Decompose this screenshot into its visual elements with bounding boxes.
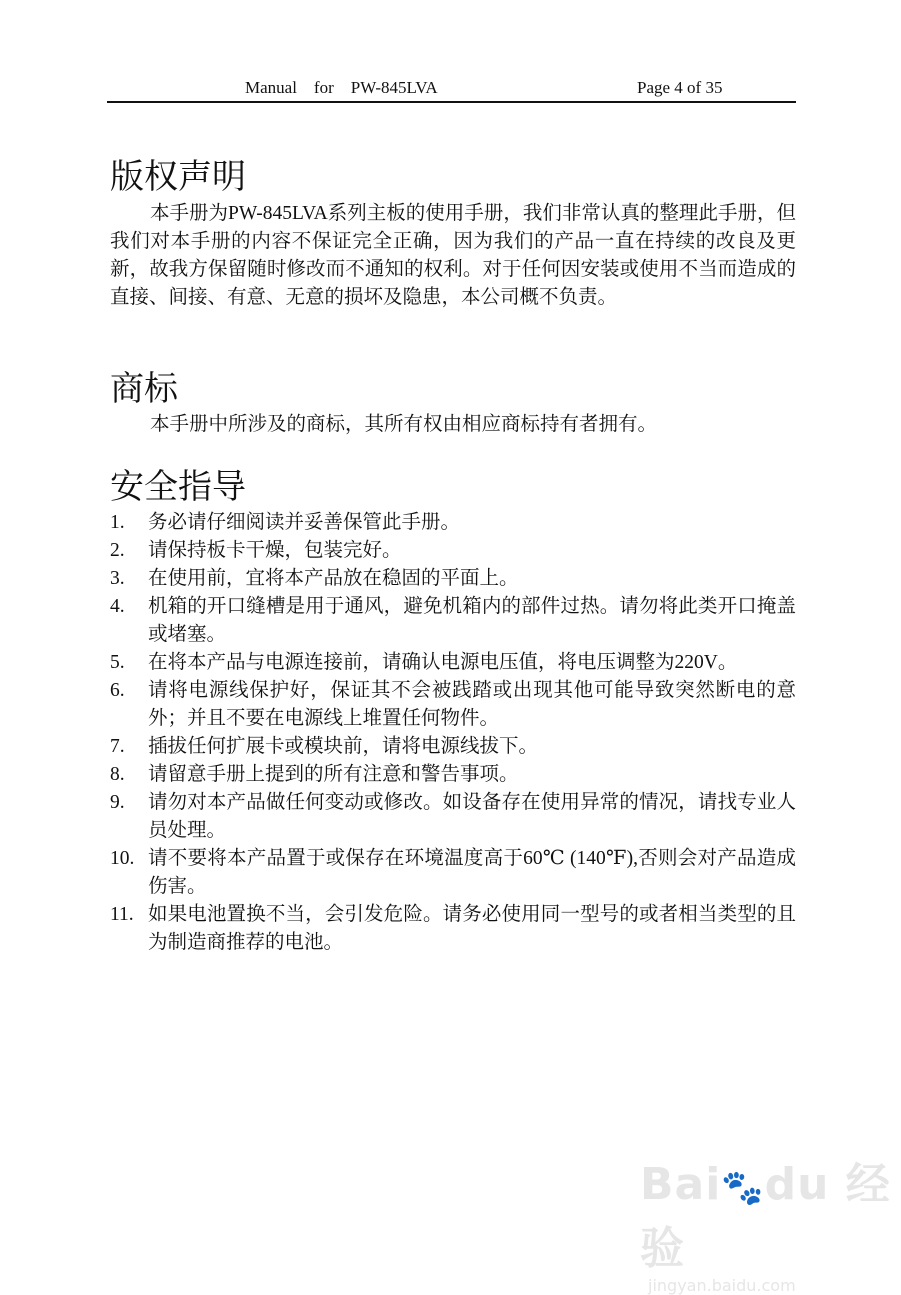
list-item xyxy=(110,509,796,537)
item-number: 7. xyxy=(110,736,125,757)
item-number: 3. xyxy=(110,568,125,589)
item-number: 11. xyxy=(110,904,134,925)
baidu-logo: Bai🐾du 经验 xyxy=(640,1159,891,1274)
list-item xyxy=(110,789,796,845)
item-number: 8. xyxy=(110,764,125,785)
item-text: 请不要将本产品置于或保存在环境温度高于60℃ (140℉),否则会对产品造成伤害。 xyxy=(148,848,796,897)
list-item xyxy=(110,901,796,957)
item-text: 请将电源线保护好，保证其不会被践踏或出现其他可能导致突然断电的意外；并且不要在电源线上堆置任何物件。 xyxy=(148,680,796,729)
item-number: 4. xyxy=(110,596,125,617)
list-item xyxy=(110,761,796,789)
list-item xyxy=(110,677,796,733)
item-number: 10. xyxy=(110,848,135,869)
item-number: 2. xyxy=(110,540,125,561)
item-text: 在将本产品与电源连接前，请确认电源电压值，将电压调整为220V。 xyxy=(148,652,738,673)
safety-list xyxy=(110,509,796,957)
item-text: 如果电池置换不当，会引发危险。请务必使用同一型号的或者相当类型的且为制造商推荐的电池。 xyxy=(148,904,796,953)
list-item xyxy=(110,565,796,593)
list-item xyxy=(110,845,796,901)
header-title: Manual for PW-845LVA xyxy=(245,78,438,97)
heading-safety: 安全指导 xyxy=(110,469,246,506)
copyright-body: 本手册为PW-845LVA系列主板的使用手册，我们非常认真的整理此手册，但我们对本手册的内容不保证完全正确，因为我们的产品一直在持续的改良及更新，故我方保留随时修改而不通知的权利。对于任何因安装或使用不当而造成的直接、间接、有意、无意的损坏及隐患，本公司概不负责。 xyxy=(110,203,796,308)
item-number: 5. xyxy=(110,652,125,673)
list-item xyxy=(110,593,796,649)
list-item xyxy=(110,537,796,565)
heading-copyright: 版权声明 xyxy=(110,159,246,196)
item-text: 机箱的开口缝槽是用于通风，避免机箱内的部件过热。请勿将此类开口掩盖或堵塞。 xyxy=(148,596,796,645)
watermark-url: jingyan.baidu.com xyxy=(648,1276,796,1295)
item-number: 1. xyxy=(110,512,125,533)
item-number: 9. xyxy=(110,792,125,813)
item-text: 请勿对本产品做任何变动或修改。如设备存在使用异常的情况，请找专业人员处理。 xyxy=(148,792,796,841)
item-text: 插拔任何扩展卡或模块前，请将电源线拔下。 xyxy=(148,736,539,757)
item-text: 在使用前，宜将本产品放在稳固的平面上。 xyxy=(148,568,519,589)
trademark-body: 本手册中所涉及的商标，其所有权由相应商标持有者拥有。 xyxy=(150,414,658,435)
item-number: 6. xyxy=(110,680,125,701)
baidu-watermark xyxy=(640,1148,901,1295)
header-rule xyxy=(107,101,796,103)
list-item xyxy=(110,733,796,761)
heading-trademark: 商标 xyxy=(110,371,178,408)
item-text: 请保持板卡干燥，包装完好。 xyxy=(148,540,402,561)
list-item xyxy=(110,649,796,677)
page-number: Page 4 of 35 xyxy=(637,78,723,97)
item-text: 务必请仔细阅读并妥善保管此手册。 xyxy=(148,512,461,533)
item-text: 请留意手册上提到的所有注意和警告事项。 xyxy=(148,764,519,785)
